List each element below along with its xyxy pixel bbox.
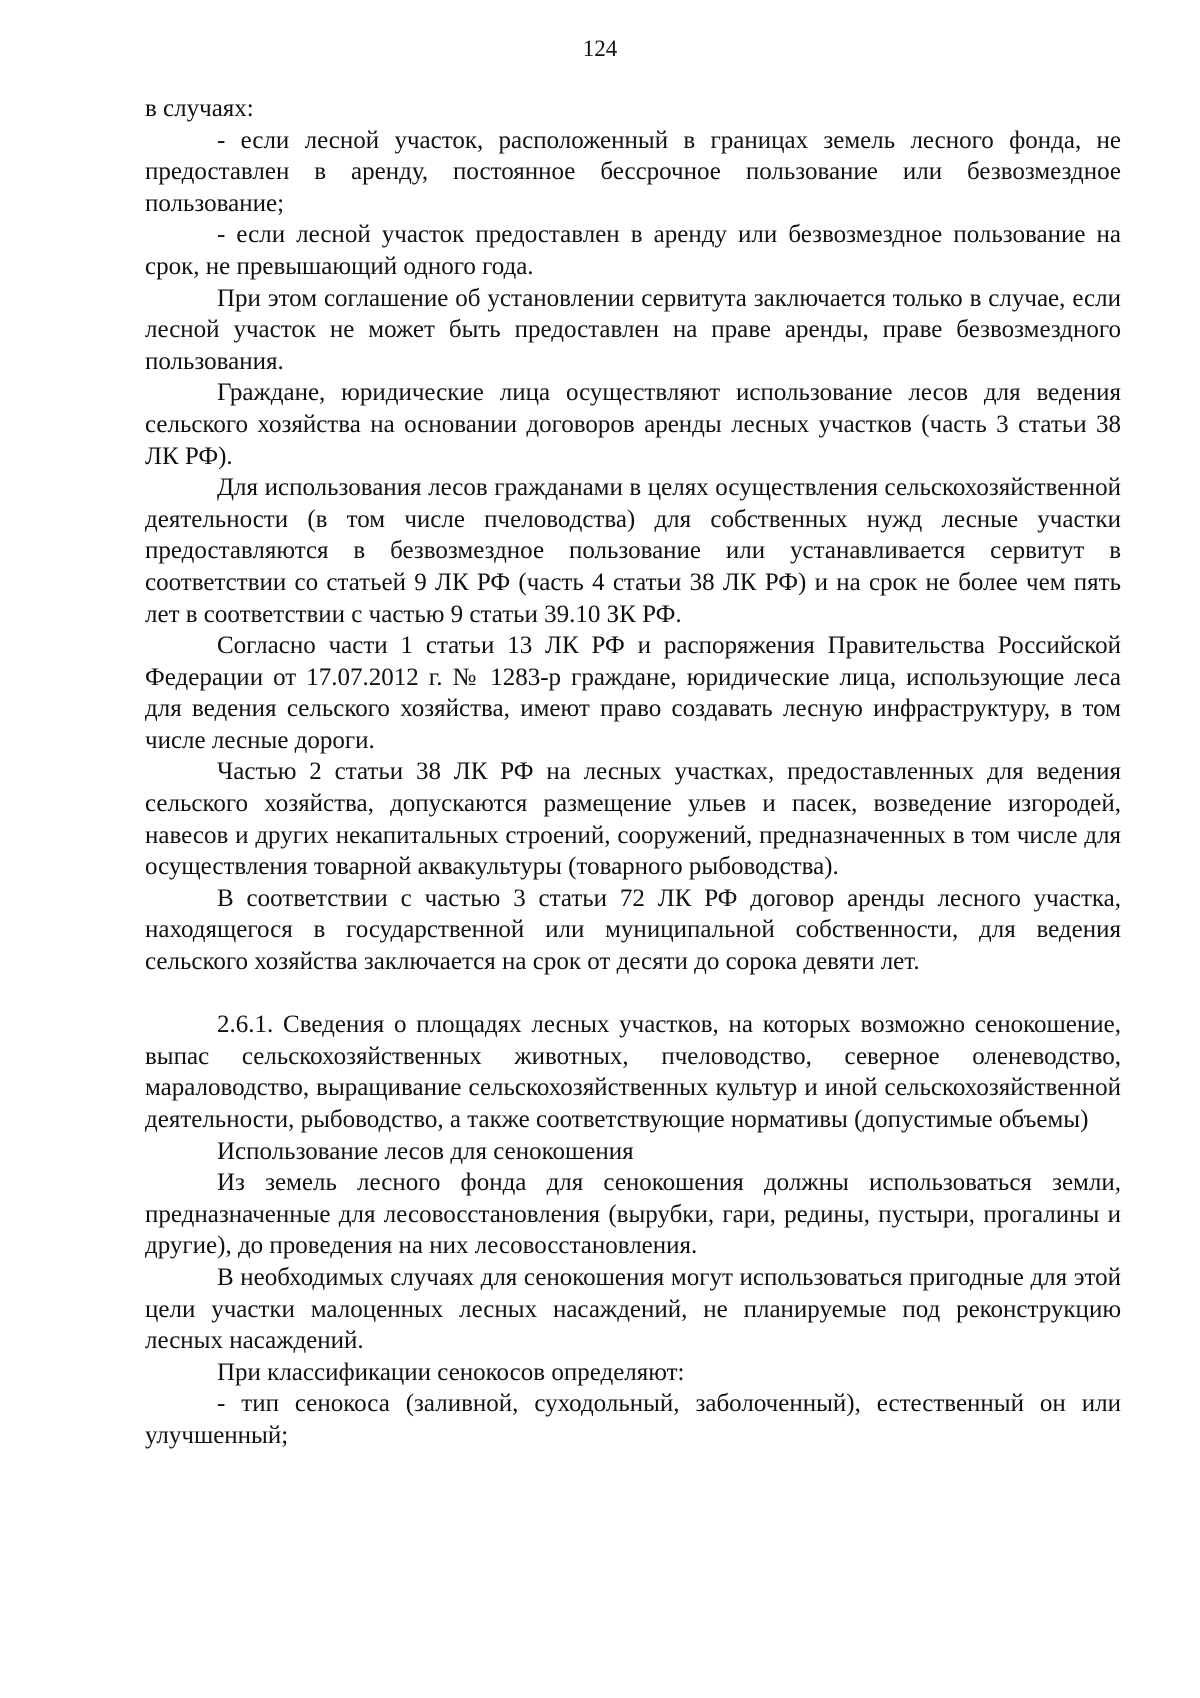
paragraph-haymaking-low-value-stands: В необходимых случаях для сенокошения могут использоваться пригодные для этой цели участки малоценных лесных насаждений, не планируемые под реконструкцию лесных насаждений. xyxy=(145,1263,1121,1355)
paragraph-lease-term: В соответствии с частью 3 статьи 72 ЛК РФ договор аренды лесного участка, находящегося в государственной или муниципальной собственности, для ведения сельского хозяйства заключается на срок от десяти до сорока девяти лет. xyxy=(145,884,1121,976)
paragraph-hayfield-classification: При классификации сенокосов определяют: xyxy=(217,1358,685,1386)
paragraph-hayfield-type: - тип сенокоса (заливной, суходольный, заболоченный), естественный он или улучшенный; xyxy=(145,1390,1121,1449)
paragraph-allowed-structures: Частью 2 статьи 38 ЛК РФ на лесных участках, предоставленных для ведения сельского хозяйства, допускаются размещение ульев и пасек, возведение изгородей, навесов и других некапитальных строений, сооружений, предназначенных в том числе для осуществления товарной аквакультуры (товарного рыбоводства). xyxy=(145,758,1121,881)
paragraph-list-item-not-leased: - если лесной участок, расположенный в границах земель лесного фонда, не предоставлен в аренду, постоянное бессрочное пользование или безвозмездное пользование; xyxy=(145,126,1121,217)
subheading-haymaking: Использование лесов для сенокошения xyxy=(217,1137,634,1165)
paragraph-haymaking-lands: Из земель лесного фонда для сенокошения должны использоваться земли, предназначенные для лесовосстановления (вырубки, гари, редины, пустыри, прогалины и другие), до проведения на них лесовосстановления. xyxy=(145,1169,1121,1260)
page-number: 124 xyxy=(582,36,618,61)
paragraph-citizens-entities: Граждане, юридические лица осуществляют использование лесов для ведения сельского хозяйства на основании договоров аренды лесных участков (часть 3 статьи 38 ЛК РФ). xyxy=(145,379,1121,470)
paragraph-forest-infrastructure: Согласно части 1 статьи 13 ЛК РФ и распоряжения Правительства Российской Федерации от 17.07.2012 г. № 1283-р граждане, юридические лица, использующие леса для ведения сельского хозяйства, имеют право создавать лесную инфраструктуру, в том числе лесные дороги. xyxy=(145,632,1121,754)
section-heading-2-6-1: 2.6.1. Сведения о площадях лесных участков, на которых возможно сенокошение, выпас сельскохозяйственных животных, пчеловодство, северное оленеводство, мараловодство, выращивание сельскохозяйственных культур и иной сельскохозяйственной деятельности, рыбоводство, а также соответствующие нормативы (допустимые объемы) xyxy=(145,1011,1121,1133)
paragraph-list-item-short-term: - если лесной участок предоставлен в аренду или безвозмездное пользование на срок, не превышающий одного года. xyxy=(145,221,1121,280)
paragraph-cases-intro: в случаях: xyxy=(145,95,254,122)
page-body xyxy=(145,93,1121,1452)
paragraph-citizens-agricultural-use: Для использования лесов гражданами в целях осуществления сельскохозяйственной деятельности (в том числе пчеловодства) для собственных нужд лесные участки предоставляются в безвозмездное пользование или устанавливается сервитут в соответствии со статьей 9 ЛК РФ (часть 4 статьи 38 ЛК РФ) и на срок не более чем пять лет в соответствии с частью 9 статьи 39.10 ЗК РФ. xyxy=(145,474,1121,628)
paragraph-servitude-agreement: При этом соглашение об установлении сервитута заключается только в случае, если лесной участок не может быть предоставлен на праве аренды, праве безвозмездного пользования. xyxy=(145,284,1121,375)
